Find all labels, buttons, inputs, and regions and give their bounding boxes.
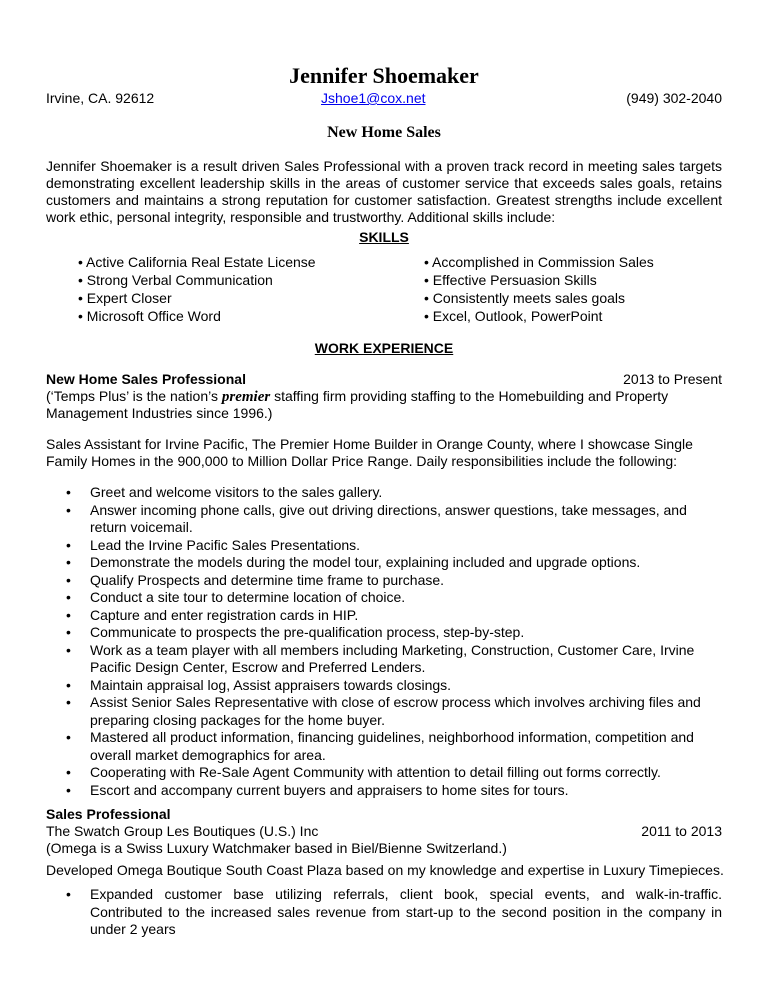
applicant-name: Jennifer Shoemaker [289,63,479,88]
list-item [46,642,722,677]
list-item-text: Conduct a site tour to determine location of choice. [90,589,406,605]
list-item [46,537,722,555]
employer-note-text: (‘Temps Plus’ is the nation’s [46,388,222,404]
bullet-glyph: • [424,272,429,288]
employer-note: (Omega is a Swiss Luxury Watchmaker based in Biel/Bienne Switzerland.) [46,840,507,856]
list-item-text: Assist Senior Sales Representative with close of escrow process which involves archiving files and preparing closing packages for the home buyer. [90,694,701,728]
skill-label: Active California Real Estate License [86,254,316,270]
job-title: Sales Professional [46,806,171,822]
bullet-glyph: • [66,536,71,553]
bullet-glyph: • [66,501,71,518]
bullet-glyph: • [66,589,71,605]
job-achievements-list [46,886,722,939]
list-item-text: Mastered all product information, financing guidelines, neighborhood information, competition and overall market demographics for area. [90,729,694,763]
bullet-glyph: • [66,781,71,798]
bullet-glyph: • [78,290,83,306]
list-item [46,484,722,502]
list-item [46,502,722,537]
list-item-text: Escort and accompany current buyers and appraisers to home sites for tours. [90,781,569,798]
skill-label: Effective Persuasion Skills [432,272,597,288]
job-description-line: Family Homes in the 900,000 to Million Dollar Price Range. Daily responsibilities include the following: [46,453,678,469]
list-item [46,572,722,590]
job-title: New Home Sales Professional [46,371,246,387]
job-responsibilities-list [46,484,722,799]
job-description-line: Sales Assistant for Irvine Pacific, The Premier Home Builder in Orange County, where I showcase Single [46,436,693,452]
skill-item [78,254,316,271]
bullet-glyph: • [78,308,83,324]
summary-line: customers and maintains a strong reputation for customer satisfaction. Greatest strengths include excellent [46,192,722,208]
list-item [46,782,722,800]
employer-note-line: Management Industries since 1996.) [46,405,273,421]
location: Irvine, CA. 92612 [46,90,155,106]
skill-label: Strong Verbal Communication [86,272,273,288]
list-item-text: Communicate to prospects the pre-qualification process, step-by-step. [90,624,525,640]
list-item-text: Maintain appraisal log, Assist appraisers towards closings. [90,676,452,693]
skills-heading: SKILLS [359,229,409,245]
list-item-text: Demonstrate the models during the model tour, explaining included and upgrade options. [90,554,641,570]
phone-number: (949) 302-2040 [626,90,722,106]
bullet-glyph: • [66,571,71,588]
list-item [46,554,722,572]
bullet-glyph: • [66,676,71,693]
bullet-glyph: • [66,886,71,902]
bullet-glyph: • [424,254,429,270]
skill-label: Microsoft Office Word [86,308,221,324]
summary-paragraph [46,158,722,226]
job-description: Developed Omega Boutique South Coast Plaza based on my knowledge and expertise in Luxury Timepieces. [46,862,724,878]
bullet-glyph: • [66,729,71,745]
job-dates: 2011 to 2013 [641,823,722,839]
bullet-glyph: • [66,764,71,780]
list-item-text: Expanded customer base utilizing referrals, client book, special events, and walk-in-traffic. Contributed to the increased sales revenue from start-up to the second position in the company in under 2 years [90,886,722,937]
skill-item [424,254,654,271]
skill-item [78,272,273,289]
resume-subtitle: New Home Sales [327,124,441,141]
emphasis-word: premier [221,389,271,405]
summary-line: work ethic, personal integrity, responsible and trustworthy. Additional skills include: [46,209,556,225]
employer-note-text: staffing firm providing staffing to the Homebuilding and Property [270,388,669,404]
skill-item [424,272,597,289]
bullet-glyph: • [66,641,71,658]
bullet-glyph: • [78,272,83,288]
list-item [46,589,722,607]
skill-label: Accomplished in Commission Sales [432,254,654,270]
bullet-glyph: • [66,694,71,710]
list-item-text: Answer incoming phone calls, give out driving directions, answer questions, take messages, and return voicemail. [90,501,687,535]
skill-item [78,290,172,307]
skill-label: Consistently meets sales goals [432,290,625,306]
skill-item [78,308,221,325]
work-experience-heading: WORK EXPERIENCE [314,340,454,356]
skill-item [424,290,625,307]
skill-item [424,308,602,325]
list-item-text: Work as a team player with all members including Marketing, Construction, Customer Care, Irvine Pacific Design Center, Escrow and Preferred Lenders. [90,641,695,675]
list-item-text: Cooperating with Re-Sale Agent Community with attention to detail filling out forms correctly. [90,764,661,780]
bullet-glyph: • [424,290,429,306]
employer-note [46,388,668,406]
list-item [46,677,722,695]
list-item [46,886,722,939]
list-item [46,729,722,764]
list-item-text: Greet and welcome visitors to the sales gallery. [90,484,383,500]
list-item-text: Capture and enter registration cards in HIP. [90,606,359,623]
job-dates: 2013 to Present [623,371,722,387]
bullet-glyph: • [66,484,71,500]
list-item-text: Lead the Irvine Pacific Sales Presentations. [90,536,361,553]
list-item [46,624,722,642]
skill-label: Expert Closer [86,290,172,306]
summary-line: demonstrating excellent leadership skills in the areas of customer service that exceeds sales goals, retains [46,175,722,191]
summary-line: Jennifer Shoemaker is a result driven Sales Professional with a proven track record in meeting sales targets [46,158,722,174]
list-item [46,607,722,625]
list-item-text: Qualify Prospects and determine time frame to purchase. [90,571,445,588]
bullet-glyph: • [66,624,71,640]
email-link[interactable]: Jshoe1@cox.net [321,90,426,106]
list-item [46,764,722,782]
bullet-glyph: • [66,606,71,623]
company-name: The Swatch Group Les Boutiques (U.S.) Inc [46,823,319,839]
bullet-glyph: • [66,554,71,570]
bullet-glyph: • [424,308,429,324]
skill-label: Excel, Outlook, PowerPoint [432,308,603,324]
list-item [46,694,722,729]
bullet-glyph: • [78,254,83,270]
